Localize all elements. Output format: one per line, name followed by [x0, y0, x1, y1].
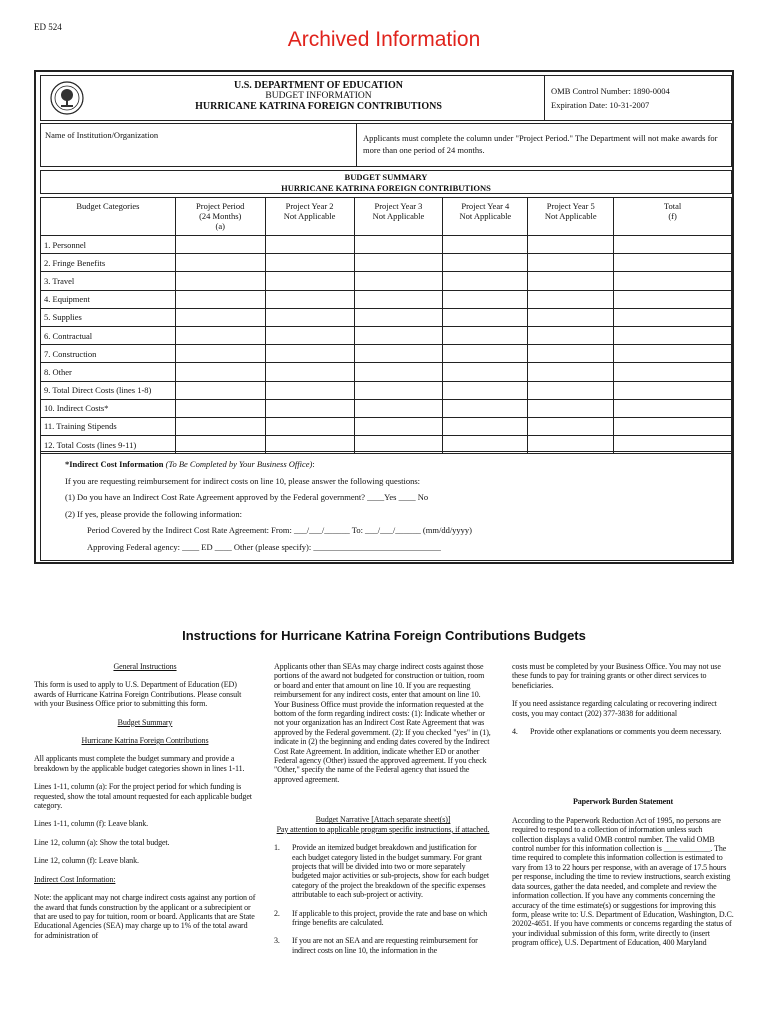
- list-number: 2.: [274, 908, 280, 918]
- column-header: [614, 198, 732, 236]
- column-header: [41, 198, 176, 236]
- column-header: [354, 198, 443, 236]
- expiration-date: Expiration Date: 10-31-2007: [551, 100, 650, 110]
- list-item: [274, 909, 492, 928]
- row-label: 1. Personnel: [41, 236, 176, 254]
- column-header-line: Not Applicable: [544, 211, 597, 221]
- amount-cell[interactable]: [175, 417, 265, 435]
- form-header: [40, 75, 732, 121]
- form-title: [93, 76, 545, 120]
- narrative-list: [274, 843, 492, 955]
- column-header-line: Budget Categories: [76, 201, 140, 211]
- list-text: Provide other explanations or comments you deem necessary.: [530, 727, 722, 737]
- amount-cell[interactable]: [614, 326, 732, 344]
- column-header: [175, 198, 265, 236]
- ed-seal-icon: [41, 76, 93, 120]
- archived-banner: Archived Information: [287, 28, 481, 51]
- column-header-line: Project Year 4: [461, 201, 510, 211]
- amount-cell[interactable]: [175, 345, 265, 363]
- amount-cell[interactable]: [528, 308, 614, 326]
- table-row: [41, 272, 732, 290]
- amount-cell[interactable]: [265, 236, 354, 254]
- column-header-line: (f): [668, 211, 677, 221]
- column-header-line: Project Year 5: [546, 201, 595, 211]
- amount-cell[interactable]: [614, 345, 732, 363]
- column-header-line: Project Period: [196, 201, 245, 211]
- amount-cell[interactable]: [354, 326, 443, 344]
- column-header-line: Not Applicable: [283, 211, 336, 221]
- row-label: 3. Travel: [41, 272, 176, 290]
- indirect-intro: If you are requesting reimbursement for indirect costs on line 10, please answer the following questions:: [65, 475, 421, 486]
- column-header: [265, 198, 354, 236]
- amount-cell[interactable]: [528, 254, 614, 272]
- col1-paragraph-6: Note: the applicant may not charge indirect costs against any portion of the award that funds construction by the applicant or a subrecipient or that are used to pay for tuition, room or board. Applicants that are State Educational Agencies (SEA) may charge up to 1% of the total award for administration of: [34, 893, 256, 940]
- amount-cell[interactable]: [175, 272, 265, 290]
- amount-cell[interactable]: [443, 326, 528, 344]
- indirect-cost-section: *Indirect Cost Information (To Be Completed by Your Business Office): If you are requesting reimbursement for indirect costs on line 10, please answer the following questions: (1) Do you have an Indirect Cost Rate Agreement approved by the Federal government? ____Yes ____ No (2) If yes, please provide the following information: Period Covered by the Indirect Cost Rate Agreement: From: ___/___/______ To: ___/___/______ (mm/dd/yyyy) Approving Federal agency: ____ ED ____ Other (please specify): ______________________________: [40, 451, 732, 561]
- amount-cell[interactable]: [443, 345, 528, 363]
- amount-cell[interactable]: [354, 236, 443, 254]
- amount-cell[interactable]: [528, 417, 614, 435]
- amount-cell[interactable]: [265, 290, 354, 308]
- indirect-agency[interactable]: Approving Federal agency: ____ ED ____ Other (please specify): ______________________________: [87, 541, 441, 552]
- amount-cell[interactable]: [528, 381, 614, 399]
- list-item: [512, 727, 734, 736]
- row-label: 8. Other: [41, 363, 176, 381]
- amount-cell[interactable]: [175, 308, 265, 326]
- row-label: 10. Indirect Costs*: [41, 399, 176, 417]
- column-header-line: (a): [215, 221, 225, 231]
- table-row: [41, 326, 732, 344]
- omb-number: OMB Control Number: 1890-0004: [551, 86, 670, 96]
- col1-paragraph-3: Lines 1-11, column (f): Leave blank.: [34, 819, 149, 829]
- row-label: 9. Total Direct Costs (lines 1-8): [41, 381, 176, 399]
- amount-cell[interactable]: [354, 345, 443, 363]
- column-header-line: Total: [663, 201, 682, 211]
- col2-paragraph-1: Applicants other than SEAs may charge indirect costs against those portions of the award not budgeted for construction or tuition, room or board and enter that amount on line 10. If you are requesting reimbursement for any indirect costs, enter that amount on line 10. Your Business Office must provide the information requested at the bottom of the form regarding indirect costs: (1): Indicate whether or not your organization has an Indirect Cost Rate Agreement that was approved by the Federal government. (2): If you checked "yes" in (1), indicate in (2) the beginning and ending dates covered by the Indirect Cost Rate Agreement. In addition, indicate whether ED or another Federal agency (Other) issued the approved agreement. If you check "Other," specify the name of the Federal agency that issued the approved agreement.: [274, 662, 491, 784]
- amount-cell[interactable]: [354, 272, 443, 290]
- amount-cell[interactable]: [265, 363, 354, 381]
- indirect-question-1[interactable]: (1) Do you have an Indirect Cost Rate Agreement approved by the Federal government? ____Yes ____ No: [65, 492, 429, 502]
- amount-cell[interactable]: [614, 254, 732, 272]
- row-label: 7. Construction: [41, 345, 176, 363]
- row-label: 4. Equipment: [41, 290, 176, 308]
- table-row: [41, 308, 732, 326]
- column-header-line: (24 Months): [199, 211, 242, 221]
- table-row: [41, 290, 732, 308]
- amount-cell[interactable]: [614, 363, 732, 381]
- instructions-column-1: [34, 662, 256, 949]
- amount-cell[interactable]: [265, 308, 354, 326]
- amount-cell[interactable]: [443, 254, 528, 272]
- amount-cell[interactable]: [265, 417, 354, 435]
- row-label: 2. Fringe Benefits: [41, 254, 176, 272]
- column-header: [443, 198, 528, 236]
- budget-table: [40, 197, 732, 454]
- amount-cell[interactable]: [528, 399, 614, 417]
- amount-cell[interactable]: [175, 326, 265, 344]
- amount-cell[interactable]: [443, 417, 528, 435]
- amount-cell[interactable]: [175, 290, 265, 308]
- amount-cell[interactable]: [354, 399, 443, 417]
- table-row: [41, 381, 732, 399]
- indirect-title-note: (To Be Completed by Your Business Office): [165, 459, 313, 469]
- amount-cell[interactable]: [614, 381, 732, 399]
- amount-cell[interactable]: [443, 363, 528, 381]
- column-header-line: Not Applicable: [459, 211, 512, 221]
- amount-cell[interactable]: [443, 290, 528, 308]
- list-item: [274, 843, 492, 899]
- amount-cell[interactable]: [443, 381, 528, 399]
- col1-paragraph-5: Line 12, column (f): Leave blank.: [34, 856, 139, 866]
- amount-cell[interactable]: [354, 363, 443, 381]
- col1-paragraph-1: All applicants must complete the budget summary and provide a breakdown by the applicable budget categories shown in lines 1-11.: [34, 754, 245, 773]
- instructions-title: Instructions for Hurricane Katrina Foreign Contributions Budgets: [182, 628, 586, 643]
- indirect-period[interactable]: Period Covered by the Indirect Cost Rate Agreement: From: ___/___/______ To: ___/___/______ (mm/dd/yyyy): [87, 525, 473, 535]
- amount-cell[interactable]: [175, 399, 265, 417]
- amount-cell[interactable]: [528, 272, 614, 290]
- amount-cell[interactable]: [443, 308, 528, 326]
- amount-cell[interactable]: [528, 326, 614, 344]
- program-title: HURRICANE KATRINA FOREIGN CONTRIBUTIONS: [195, 101, 442, 112]
- budget-form: [34, 70, 734, 564]
- row-label: 11. Training Stipends: [41, 417, 176, 435]
- burden-text: According to the Paperwork Reduction Act of 1995, no persons are required to respond to a collection of information unless such collection displays a valid OMB control number. The valid OMB control number for this information collection is ____________. The time required to complete this information collection is estimated to vary from 13 to 22 hours per response, with an average of 17.5 hours per response, including the time to review instructions, search existing data sources, gather the data needed, and complete and review the information collection. If you have any comments concerning the accuracy of the time estimate(s) or suggestions for improving this form, please write to: U.S. Department of Education, Washington, D.C. 20202-4651. If you have comments or concerns regarding the status of your individual submission of this form, write directly to (insert program office), U.S. Department of Education, 400 Maryland: [512, 815, 734, 948]
- indirect-question-2: (2) If yes, please provide the following information:: [65, 508, 243, 519]
- amount-cell[interactable]: [528, 363, 614, 381]
- amount-cell[interactable]: [528, 345, 614, 363]
- summary-title-1: BUDGET SUMMARY: [344, 172, 428, 182]
- amount-cell[interactable]: [443, 272, 528, 290]
- table-row: [41, 363, 732, 381]
- amount-cell[interactable]: [528, 236, 614, 254]
- amount-cell[interactable]: [443, 399, 528, 417]
- amount-cell[interactable]: [354, 381, 443, 399]
- list-number: 3.: [274, 936, 280, 946]
- table-row: [41, 236, 732, 254]
- institution-note: Applicants must complete the column under "Project Period." The Department will not make awards for more than one period of 24 months.: [363, 133, 718, 155]
- list-text: Provide an itemized budget breakdown and justification for each budget category listed in the budget summary. For grant projects that will be divided into two or more separately budgeted major activities or sub-projects, show for each budget category of the project the breakdown of the specific expenses attributable to each sub-project or activity.: [292, 843, 489, 900]
- institution-field[interactable]: [41, 124, 357, 166]
- amount-cell[interactable]: [175, 363, 265, 381]
- general-text: This form is used to apply to U.S. Department of Education (ED) awards of Hurricane Katrina Foreign Contributions. Please consult with your Business Office prior to submitting this form.: [34, 680, 242, 709]
- list-number: 1.: [274, 843, 280, 853]
- column-header: [528, 198, 614, 236]
- narrative-heading: Budget Narrative [Attach separate sheet(s)]: [315, 815, 451, 825]
- row-label: 12. Total Costs (lines 9-11): [41, 436, 176, 454]
- amount-cell[interactable]: [528, 290, 614, 308]
- row-label: 6. Contractual: [41, 326, 176, 344]
- amount-cell[interactable]: [354, 308, 443, 326]
- col1-paragraph-2: Lines 1-11, column (a): For the project period for which funding is requested, show the total amount requested for each applicable budget category.: [34, 782, 252, 811]
- burden-heading: Paperwork Burden Statement: [572, 797, 674, 807]
- instructions-column-2: [274, 662, 492, 964]
- summary-heading: Budget Summary: [117, 717, 173, 727]
- table-row: [41, 254, 732, 272]
- amount-cell[interactable]: [265, 399, 354, 417]
- general-heading: General Instructions: [113, 662, 177, 671]
- amount-cell[interactable]: [354, 290, 443, 308]
- amount-cell[interactable]: [614, 308, 732, 326]
- table-row: [41, 399, 732, 417]
- summary-subheading: Hurricane Katrina Foreign Contributions: [81, 736, 209, 746]
- instructions-column-3: [512, 662, 734, 957]
- budget-summary-title: [40, 170, 732, 194]
- amount-cell[interactable]: [614, 272, 732, 290]
- amount-cell[interactable]: [265, 345, 354, 363]
- form-subtitle: BUDGET INFORMATION: [265, 91, 372, 101]
- column-header-line: Project Year 3: [374, 201, 423, 211]
- table-row: [41, 345, 732, 363]
- table-body: [41, 236, 732, 454]
- amount-cell[interactable]: [175, 254, 265, 272]
- col1-paragraph-4: Line 12, column (a): Show the total budget.: [34, 837, 170, 847]
- summary-title-2: HURRICANE KATRINA FOREIGN CONTRIBUTIONS: [281, 183, 491, 193]
- table-row: [41, 417, 732, 435]
- amount-cell[interactable]: [614, 417, 732, 435]
- amount-cell[interactable]: [614, 290, 732, 308]
- list-text: If you are not an SEA and are requesting reimbursement for indirect costs on line 10, the information in the: [292, 936, 478, 955]
- dept-title: U.S. DEPARTMENT OF EDUCATION: [233, 80, 403, 91]
- row-label: 5. Supplies: [41, 308, 176, 326]
- amount-cell[interactable]: [614, 399, 732, 417]
- amount-cell[interactable]: [354, 417, 443, 435]
- form-code: ED 524: [34, 22, 62, 32]
- omb-info: [545, 76, 731, 120]
- institution-row: [40, 123, 732, 167]
- table-header-row: [41, 198, 732, 236]
- col3-paragraph-1: costs must be completed by your Business Office. You may not use these funds to pay for training grants or other direct services to beneficiaries.: [512, 662, 721, 690]
- amount-cell[interactable]: [614, 236, 732, 254]
- institution-label: Name of Institution/Organization: [45, 130, 159, 140]
- list-text: If applicable to this project, provide the rate and base on which fringe benefits are calculated.: [292, 908, 488, 927]
- list-number: 4.: [512, 727, 518, 737]
- column-header-line: Project Year 2: [285, 201, 334, 211]
- indirect-heading: Indirect Cost Information:: [34, 874, 116, 884]
- amount-cell[interactable]: [354, 254, 443, 272]
- indirect-title: *Indirect Cost Information: [65, 459, 164, 469]
- col3-paragraph-2: If you need assistance regarding calculating or recovering indirect costs, you may contact (202) 377-3838 for additional: [512, 699, 717, 718]
- narrative-subheading: Pay attention to applicable program specific instructions, if attached.: [276, 824, 490, 834]
- amount-cell[interactable]: [265, 272, 354, 290]
- column-header-line: Not Applicable: [372, 211, 425, 221]
- amount-cell[interactable]: [265, 381, 354, 399]
- list-item: [274, 936, 492, 955]
- amount-cell[interactable]: [265, 326, 354, 344]
- amount-cell[interactable]: [175, 236, 265, 254]
- amount-cell[interactable]: [443, 236, 528, 254]
- amount-cell[interactable]: [265, 254, 354, 272]
- amount-cell[interactable]: [175, 381, 265, 399]
